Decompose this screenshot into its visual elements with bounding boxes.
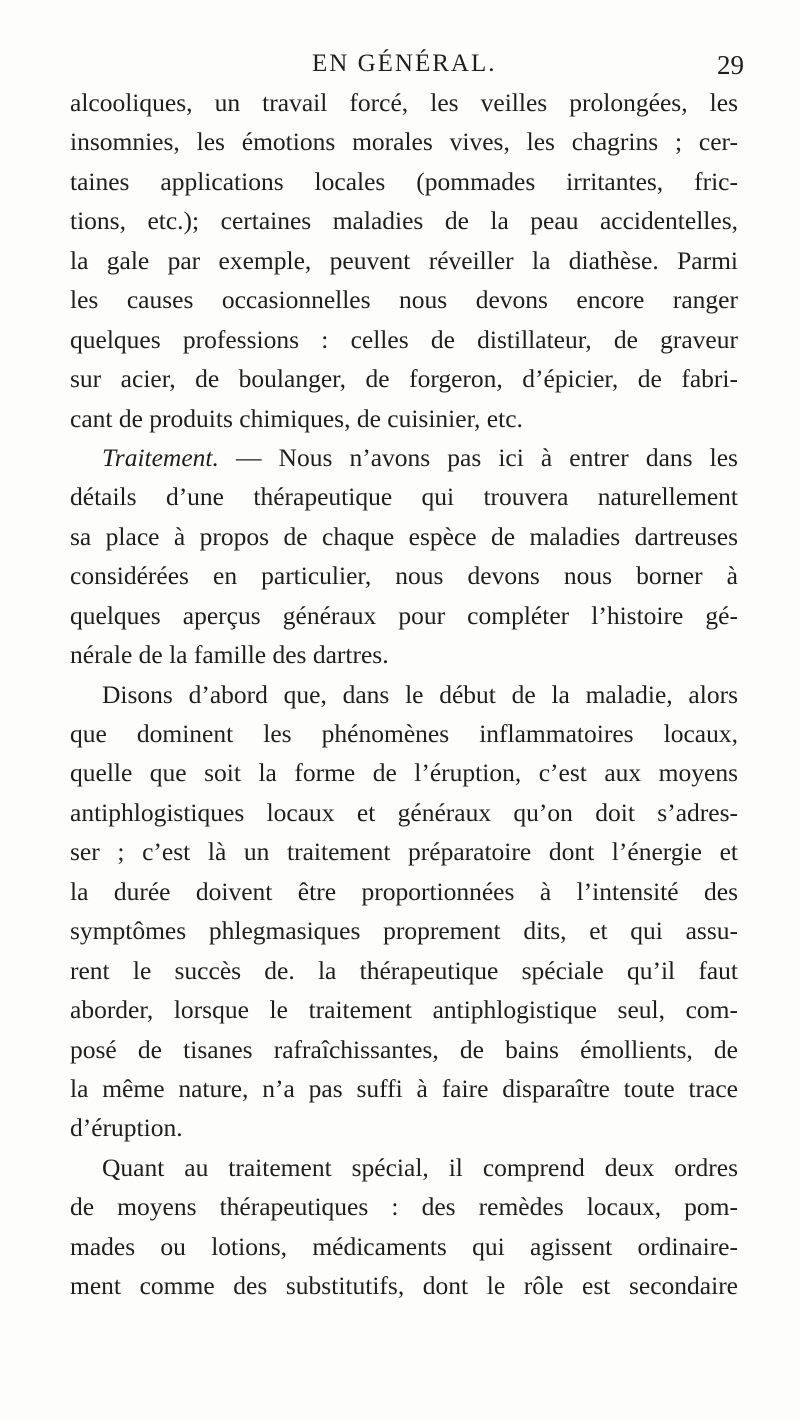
text-line: sa place à propos de chaque espèce de maladies dartreuses (70, 521, 738, 551)
text-line: antiphlogistiques locaux et généraux qu’on doit s’adres- (70, 797, 738, 827)
text-line: que dominent les phénomènes inflammatoires locaux, (70, 719, 738, 748)
text-line: aborder, lorsque le traitement antiphlogistique seul, com- (70, 995, 738, 1025)
text-line: Disons d’abord que, dans le début de la maladie, alors (102, 679, 738, 709)
text-line: la durée doivent être proportionnées à l’intensité des (70, 876, 738, 906)
text-line: sur acier, de boulanger, de forgeron, d’épicier, de fabri- (70, 364, 738, 394)
text-line: de moyens thérapeutiques : des remèdes locaux, pom- (70, 1192, 738, 1222)
text-line: symptômes phlegmasiques proprement dits, et qui assu- (70, 916, 738, 946)
text-line: alcooliques, un travail forcé, les veilles prolongées, les (70, 88, 738, 117)
section-heading-continuation: — Nous n’avons pas ici à entrer dans les (218, 442, 738, 472)
text-line: considérées en particulier, nous devons nous borner à (70, 561, 738, 591)
text-line: insomnies, les émotions morales vives, les chagrins ; cer- (70, 127, 738, 157)
body-text (70, 83, 738, 1306)
text-line: tions, etc.); certaines maladies de la peau accidentelles, (70, 206, 738, 236)
text-line-section-heading (70, 438, 738, 477)
section-heading-traitement: Traitement. (102, 442, 219, 472)
text-line: quelques professions : celles de distillateur, de graveur (70, 324, 738, 354)
text-line: taines applications locales (pommades irritantes, fric- (70, 166, 738, 196)
text-line: quelques aperçus généraux pour compléter l’histoire gé- (70, 600, 738, 630)
running-head (0, 44, 800, 84)
text-line: les causes occasionnelles nous devons encore ranger (70, 285, 738, 315)
text-line: détails d’une thérapeutique qui trouvera naturellement (70, 482, 738, 512)
text-line: la même nature, n’a pas suffi à faire disparaître toute trace (70, 1073, 738, 1103)
text-line: rent le succès de. la thérapeutique spéciale qu’il faut (70, 955, 738, 985)
text-line: nérale de la famille des dartres. (70, 640, 389, 670)
text-line: ser ; c’est là un traitement préparatoire dont l’énergie et (70, 837, 738, 867)
text-line: la gale par exemple, peuvent réveiller la diathèse. Parmi (70, 245, 738, 275)
text-line: posé de tisanes rafraîchissantes, de bains émollients, de (70, 1034, 738, 1064)
text-line: quelle que soit la forme de l’éruption, c’est aux moyens (70, 758, 738, 788)
text-line: Quant au traitement spécial, il comprend deux ordres (102, 1152, 738, 1182)
text-line: ment comme des substitutifs, dont le rôle est secondaire (70, 1271, 738, 1301)
text-line: mades ou lotions, médicaments qui agissent ordinaire- (70, 1231, 738, 1261)
text-line: cant de produits chimiques, de cuisinier, etc. (70, 403, 523, 433)
page-number: 29 (717, 50, 744, 80)
running-head-title: EN GÉNÉRAL. (312, 50, 497, 77)
text-line: d’éruption. (70, 1113, 183, 1143)
